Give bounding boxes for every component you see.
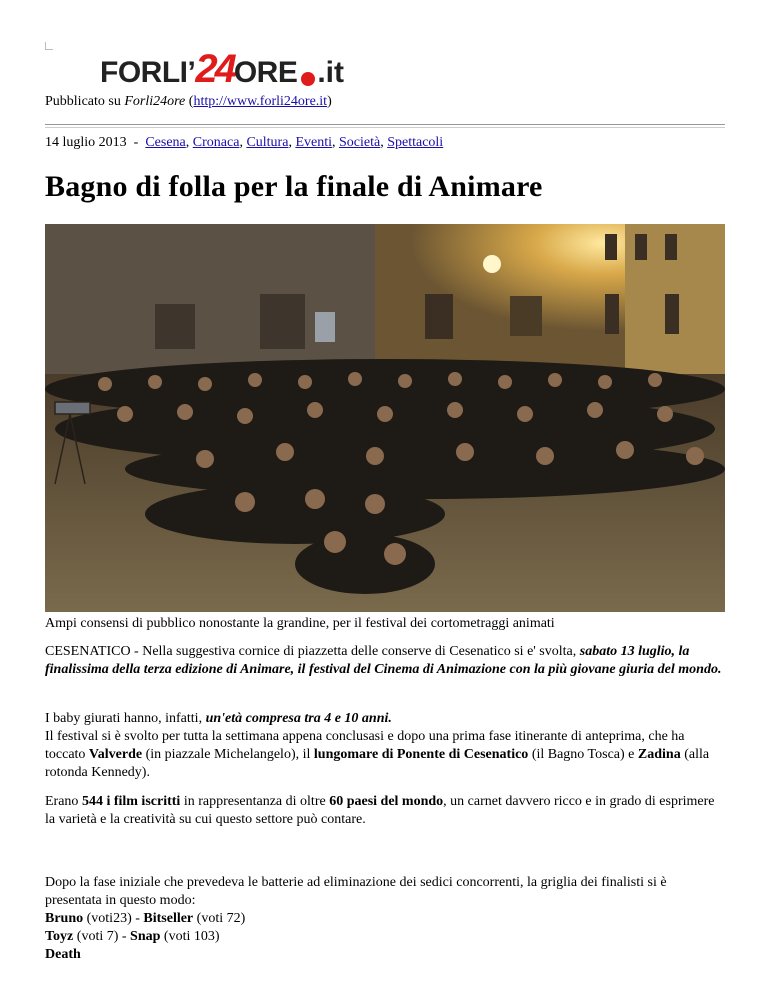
logo-tld: .it bbox=[317, 56, 345, 89]
paragraph-films bbox=[45, 793, 725, 829]
meta-separator: - bbox=[133, 135, 139, 150]
published-url-link[interactable]: http://www.forli24ore.it bbox=[193, 94, 328, 109]
finalists-text: Dopo la fase iniziale che prevedeva le batterie ad eliminazione dei sedici concorrenti, la griglia dei finalisti si è presentata in questo modo: bbox=[45, 875, 667, 908]
article-meta: 14 luglio 2013 - Cesena, Cronaca, Cultura, Eventi, Società, Spettacoli bbox=[45, 135, 444, 150]
countries-count: 60 paesi del mondo bbox=[329, 794, 444, 809]
category-link-spettacoli[interactable]: Spettacoli bbox=[387, 135, 444, 150]
logo-dot-icon bbox=[301, 72, 315, 86]
finalist-bitseller: Bitseller bbox=[143, 911, 194, 926]
place-lungomare: lungomare di Ponente di Cesenatico bbox=[313, 747, 529, 762]
category-link-cronaca[interactable]: Cronaca bbox=[192, 135, 240, 150]
finalist-snap: Snap bbox=[130, 929, 161, 944]
category-link-eventi[interactable]: Eventi bbox=[295, 135, 332, 150]
photo-caption: Ampi consensi di pubblico nonostante la grandine, per il festival dei cortometraggi animati bbox=[45, 616, 555, 631]
article-title: Bagno di folla per la finale di Animare bbox=[45, 170, 543, 203]
site-logo[interactable] bbox=[100, 47, 345, 91]
films-text-3: , un carnet davvero ricco e in grado di esprimere la varietà e la creatività su cui questo settore può contare. bbox=[45, 794, 715, 827]
corner-mark bbox=[45, 42, 53, 50]
films-text-1: Erano bbox=[45, 794, 82, 809]
article-photo bbox=[45, 224, 725, 612]
festival-text-2: (in piazzale Michelangelo), il bbox=[142, 747, 314, 762]
category-link-cesena[interactable]: Cesena bbox=[145, 135, 186, 150]
festival-text-4: (alla rotonda Kennedy). bbox=[45, 747, 710, 780]
films-count: 544 i film iscritti bbox=[81, 794, 181, 809]
festival-text-1: Il festival si è svolto per tutta la settimana appena conclusasi e dopo una prima fase itinerante di anteprima, che ha toccato bbox=[45, 729, 685, 762]
paragraph-jury bbox=[45, 710, 725, 782]
finalist-bruno: Bruno bbox=[45, 911, 84, 926]
paragraph-finalists bbox=[45, 874, 725, 964]
paragraph-intro bbox=[45, 643, 725, 679]
films-text-2: in rappresentanza di oltre bbox=[180, 794, 330, 809]
published-prefix: Pubblicato su bbox=[45, 94, 121, 109]
jury-text: I baby giurati hanno, infatti, bbox=[45, 711, 206, 726]
finalist-death: Death bbox=[45, 947, 81, 962]
jury-highlight: un'età compresa tra 4 e 10 anni. bbox=[205, 711, 392, 726]
published-name: Forli24ore bbox=[124, 94, 186, 109]
published-line: Pubblicato su Forli24ore (http://www.forli24ore.it) bbox=[45, 94, 332, 109]
intro-text: CESENATICO - Nella suggestiva cornice di piazzetta delle conserve di Cesenatico si e' svolta, bbox=[45, 644, 580, 659]
category-link-cultura[interactable]: Cultura bbox=[246, 135, 289, 150]
logo-word: FORLI’ bbox=[100, 56, 196, 89]
finalist-toyz: Toyz bbox=[45, 929, 74, 944]
header-divider bbox=[45, 124, 725, 128]
category-link-societa[interactable]: Società bbox=[338, 135, 381, 150]
finalist-bruno-votes: (voti23) - bbox=[83, 911, 144, 926]
place-zadina: Zadina bbox=[637, 747, 681, 762]
place-valverde: Valverde bbox=[88, 747, 143, 762]
logo-word-2: ORE bbox=[233, 56, 298, 89]
festival-text-3: (il Bagno Tosca) e bbox=[528, 747, 638, 762]
finalist-toyz-votes: (voti 7) - bbox=[73, 929, 131, 944]
logo-number: 24 bbox=[195, 47, 234, 91]
intro-highlight: sabato 13 luglio, la finalissima della terza edizione di Animare, il festival del Cinema di Animazione con la più giovane giuria del mondo. bbox=[45, 644, 722, 677]
article-date: 14 luglio 2013 bbox=[45, 135, 127, 150]
finalist-bitseller-votes: (voti 72) bbox=[193, 911, 246, 926]
finalist-snap-votes: (voti 103) bbox=[160, 929, 220, 944]
